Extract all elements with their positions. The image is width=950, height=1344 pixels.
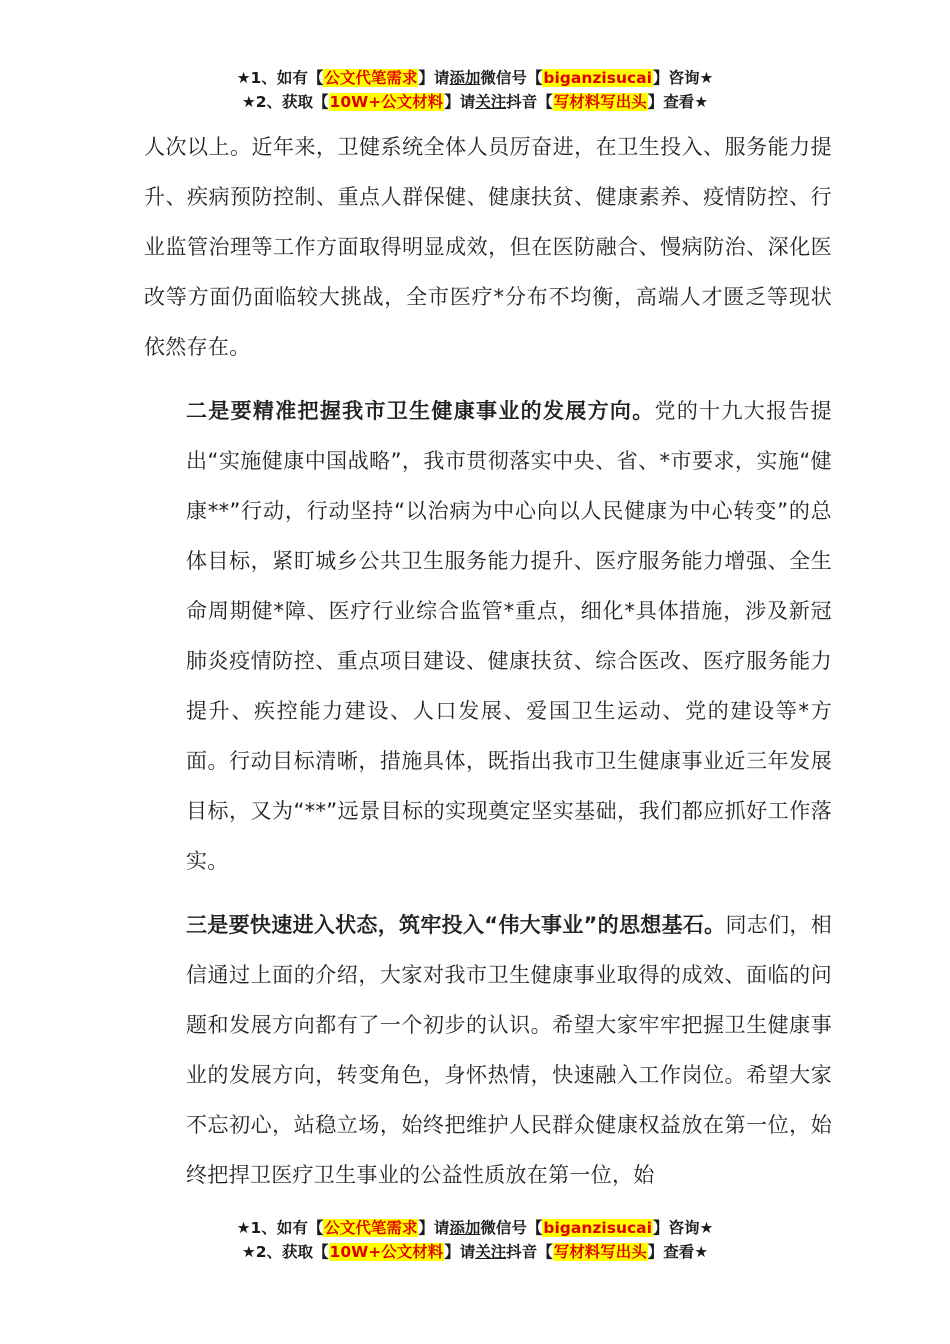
header-line-2-suffix: 】查看★ — [647, 93, 709, 111]
footer-line-2-suffix: 】查看★ — [647, 1243, 709, 1261]
paragraph-3 — [144, 900, 832, 1200]
douyin-highlight: 写材料写出头 — [553, 1243, 647, 1261]
header-line-1 — [0, 66, 950, 90]
header-line-1-suffix: 】咨询★ — [652, 69, 714, 87]
paragraph-1: 人次以上。近年来，卫健系统全体人员厉奋进，在卫生投入、服务能力提升、疾病预防控制、重点人群保健、健康扶贫、健康素养、疫情防控、行业监管治理等工作方面取得明显成效，但在医防融合、慢病防治、深化医改等方面仍面临较大挑战，全市医疗*分布不均衡，高端人才匮乏等现状依然存在。 — [144, 135, 832, 359]
header-line-1-mid: 】请 — [418, 69, 450, 87]
footer-banner — [0, 1216, 950, 1264]
paragraph-2-text: 党的十九大报告提出“实施健康中国战略”，我市贯彻落实中央、省、*市要求，实施“健康**”行动，行动坚持“以治病为中心向以人民健康为中心转变”的总体目标，紧盯城乡公共卫生服务能力提升、医疗服务能力增强、全生命周期健*障、医疗行业综合监管*重点，细化*具体措施，涉及新冠肺炎疫情防控、重点项目建设、健康扶贫、综合医改、医疗服务能力提升、疾控能力建设、人口发展、爱国卫生运动、党的建设等*方面。行动目标清晰，措施具体，既指出我市卫生健康事业近三年发展目标，又为“**”远景目标的实现奠定坚实基础，我们都应抓好工作落实。 — [186, 399, 832, 873]
service-highlight: 公文代笔需求 — [324, 69, 418, 87]
materials-highlight: 10W+公文材料 — [329, 93, 444, 111]
footer-line-1-prefix: ★1、如有【 — [236, 1219, 324, 1237]
header-line-1-underline: 添加 — [449, 69, 481, 87]
service-highlight: 公文代笔需求 — [324, 1219, 418, 1237]
header-line-1-mid2: 微信号【 — [480, 69, 543, 87]
paragraph-3-heading: 三是要快速进入状态，筑牢投入“伟大事业”的思想基石。 — [186, 913, 726, 937]
header-line-2-mid2: 抖音【 — [506, 93, 553, 111]
footer-line-2 — [0, 1240, 950, 1264]
paragraph-2 — [144, 386, 832, 886]
header-line-2-prefix: ★2、获取【 — [241, 93, 329, 111]
paragraph-2-heading: 二是要精准把握我市卫生健康事业的发展方向。 — [186, 399, 655, 423]
wechat-id-highlight: biganzisucai — [543, 1219, 652, 1237]
footer-line-1-mid: 】请 — [418, 1219, 450, 1237]
footer-line-1 — [0, 1216, 950, 1240]
wechat-id-highlight: biganzisucai — [543, 69, 652, 87]
materials-highlight: 10W+公文材料 — [329, 1243, 444, 1261]
header-line-2-mid: 】请 — [444, 93, 476, 111]
header-line-2-underline: 关注 — [475, 93, 507, 111]
document-body — [144, 122, 832, 1200]
footer-line-1-suffix: 】咨询★ — [652, 1219, 714, 1237]
footer-line-2-prefix: ★2、获取【 — [241, 1243, 329, 1261]
footer-line-2-mid: 】请 — [444, 1243, 476, 1261]
paragraph-3-text: 同志们，相信通过上面的介绍，大家对我市卫生健康事业取得的成效、面临的问题和发展方向都有了一个初步的认识。希望大家牢牢把握卫生健康事业的发展方向，转变角色，身怀热情，快速融入工作岗位。希望大家不忘初心，站稳立场，始终把维护人民群众健康权益放在第一位，始终把捍卫医疗卫生事业的公益性质放在第一位，始 — [186, 913, 832, 1187]
header-line-2 — [0, 90, 950, 114]
douyin-highlight: 写材料写出头 — [553, 93, 647, 111]
footer-line-1-mid2: 微信号【 — [480, 1219, 543, 1237]
header-line-1-prefix: ★1、如有【 — [236, 69, 324, 87]
footer-line-1-underline: 添加 — [449, 1219, 481, 1237]
footer-line-2-underline: 关注 — [475, 1243, 507, 1261]
header-banner — [0, 66, 950, 114]
footer-line-2-mid2: 抖音【 — [506, 1243, 553, 1261]
